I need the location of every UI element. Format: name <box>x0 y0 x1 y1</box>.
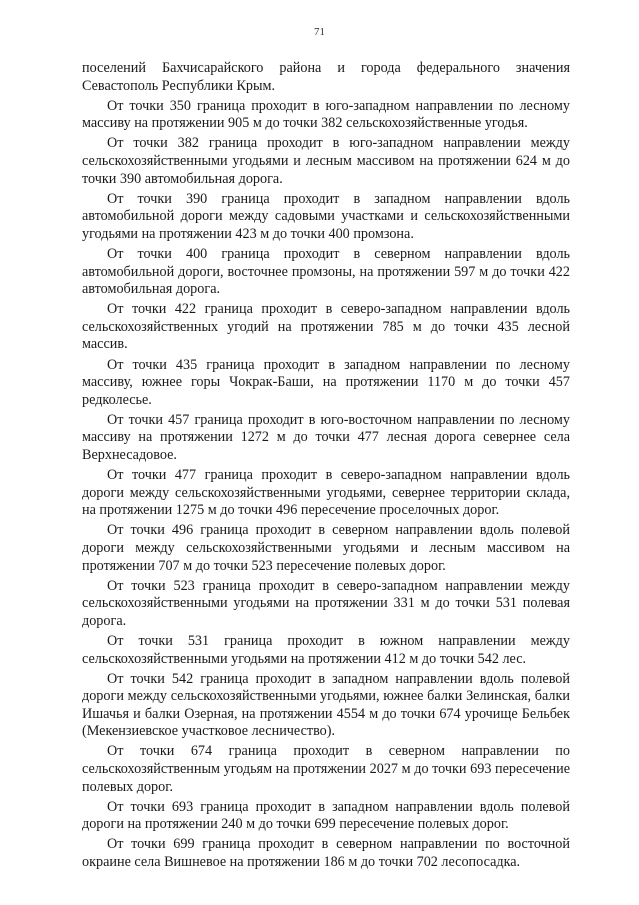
paragraph-10: От точки 496 граница проходит в северном направлении вдоль полевой дороги между сельскохозяйственными угодьями и лесным массивом на протяжении 707 м до точки 523 пересечение полевых дорог. <box>82 522 570 574</box>
paragraph-13: От точки 542 граница проходит в западном направлении вдоль полевой дороги между сельскохозяйственными угодьями, южнее балки Зелинская, балки Ишачья и балки Озерная, на протяжении 4554 м до точки 674 урочище Бельбек (Мекензиевское участковое лесничество). <box>82 670 570 740</box>
paragraph-5: От точки 400 граница проходит в северном направлении вдоль автомобильной дороги, восточнее промзоны, на протяжении 597 м до точки 422 автомобильная дорога. <box>82 245 570 298</box>
paragraph-6: От точки 422 граница проходит в северо-западном направлении вдоль сельскохозяйственных угодий на протяжении 785 м до точки 435 лесной массив. <box>82 301 570 353</box>
paragraph-4: От точки 390 граница проходит в западном направлении вдоль автомобильной дороги между садовыми участками и сельскохозяйственными угодьями на протяжении 423 м до точки 400 промзона. <box>82 190 570 242</box>
body-text <box>82 60 570 874</box>
paragraph-12: От точки 531 граница проходит в южном направлении между сельскохозяйственными угодьями на протяжении 412 м до точки 542 лес. <box>82 632 570 667</box>
paragraph-1: поселений Бахчисарайского района и города федерального значения Севастополь Республики Крым. <box>82 60 570 94</box>
paragraph-16: От точки 699 граница проходит в северном направлении по восточной окраине села Вишневое на протяжении 186 м до точки 702 лесопосадка. <box>82 836 570 871</box>
paragraph-11: От точки 523 граница проходит в северо-западном направлении между сельскохозяйственными угодьями на протяжении 331 м до точки 531 полевая дорога. <box>82 577 570 629</box>
paragraph-7: От точки 435 граница проходит в западном направлении по лесному массиву, южнее горы Чокрак-Баши, на протяжении 1170 м до точки 457 редколесье. <box>82 356 570 408</box>
paragraph-15: От точки 693 граница проходит в западном направлении вдоль полевой дороги на протяжении 240 м до точки 699 пересечение полевых дорог. <box>82 798 570 833</box>
paragraph-8: От точки 457 граница проходит в юго-восточном направлении по лесному массиву на протяжении 1272 м до точки 477 лесная дорога севернее села Верхнесадовое. <box>82 411 570 463</box>
paragraph-2: От точки 350 граница проходит в юго-западном направлении по лесному массиву на протяжении 905 м до точки 382 сельскохозяйственные угодья. <box>82 97 570 132</box>
paragraph-9: От точки 477 граница проходит в северо-западном направлении вдоль дороги между сельскохозяйственными угодьями, севернее территории склада, на протяжении 1275 м до точки 496 пересечение проселочных дорог. <box>82 467 570 519</box>
paragraph-14: От точки 674 граница проходит в северном направлении по сельскохозяйственным угодьям на протяжении 2027 м до точки 693 пересечение полевых дорог. <box>82 743 570 795</box>
page-number: 71 <box>314 26 325 38</box>
paragraph-3: От точки 382 граница проходит в юго-западном направлении между сельскохозяйственными угодьями и лесным массивом на протяжении 624 м до точки 390 автомобильная дорога. <box>82 135 570 187</box>
